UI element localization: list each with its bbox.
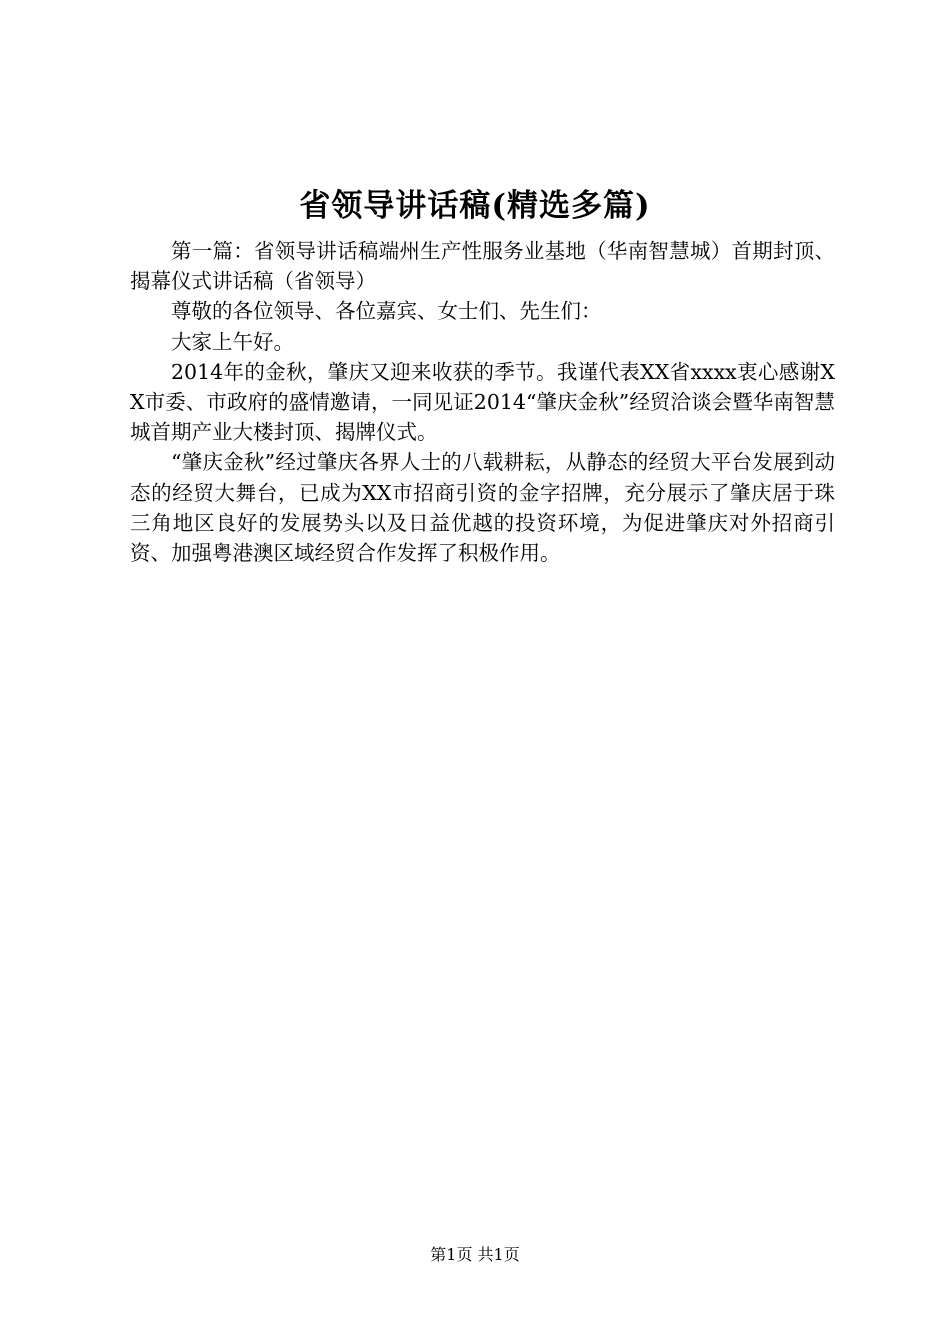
paragraph-development: “肇庆金秋”经过肇庆各界人士的八载耕耘，从静态的经贸大平台发展到动态的经贸大舞台，已成为XX市招商引资的金字招牌，充分展示了肇庆居于珠三角地区良好的发展势头以及日益优越的投资环境，为促进肇庆对外招商引资、加强粤港澳区域经贸合作发挥了积极作用。 [130,450,835,566]
page-footer: 第1页 共1页 [430,1245,520,1264]
paragraph-intro: 第一篇：省领导讲话稿端州生产性服务业基地（华南智慧城）首期封顶、揭幕仪式讲话稿（省领导） [130,239,835,294]
paragraph-salutation: 尊敬的各位领导、各位嘉宾、女士们、先生们： [171,299,602,324]
paragraph-greeting: 大家上午好。 [171,329,294,354]
document-body [130,236,835,568]
paragraph-opening: 2014年的金秋，肇庆又迎来收获的季节。我谨代表XX省xxxx衷心感谢XX市委、市政府的盛情邀请，一同见证2014“肇庆金秋”经贸洽谈会暨华南智慧城首期产业大楼封顶、揭牌仪式。 [130,359,835,445]
document-title: 省领导讲话稿(精选多篇) [299,188,651,224]
